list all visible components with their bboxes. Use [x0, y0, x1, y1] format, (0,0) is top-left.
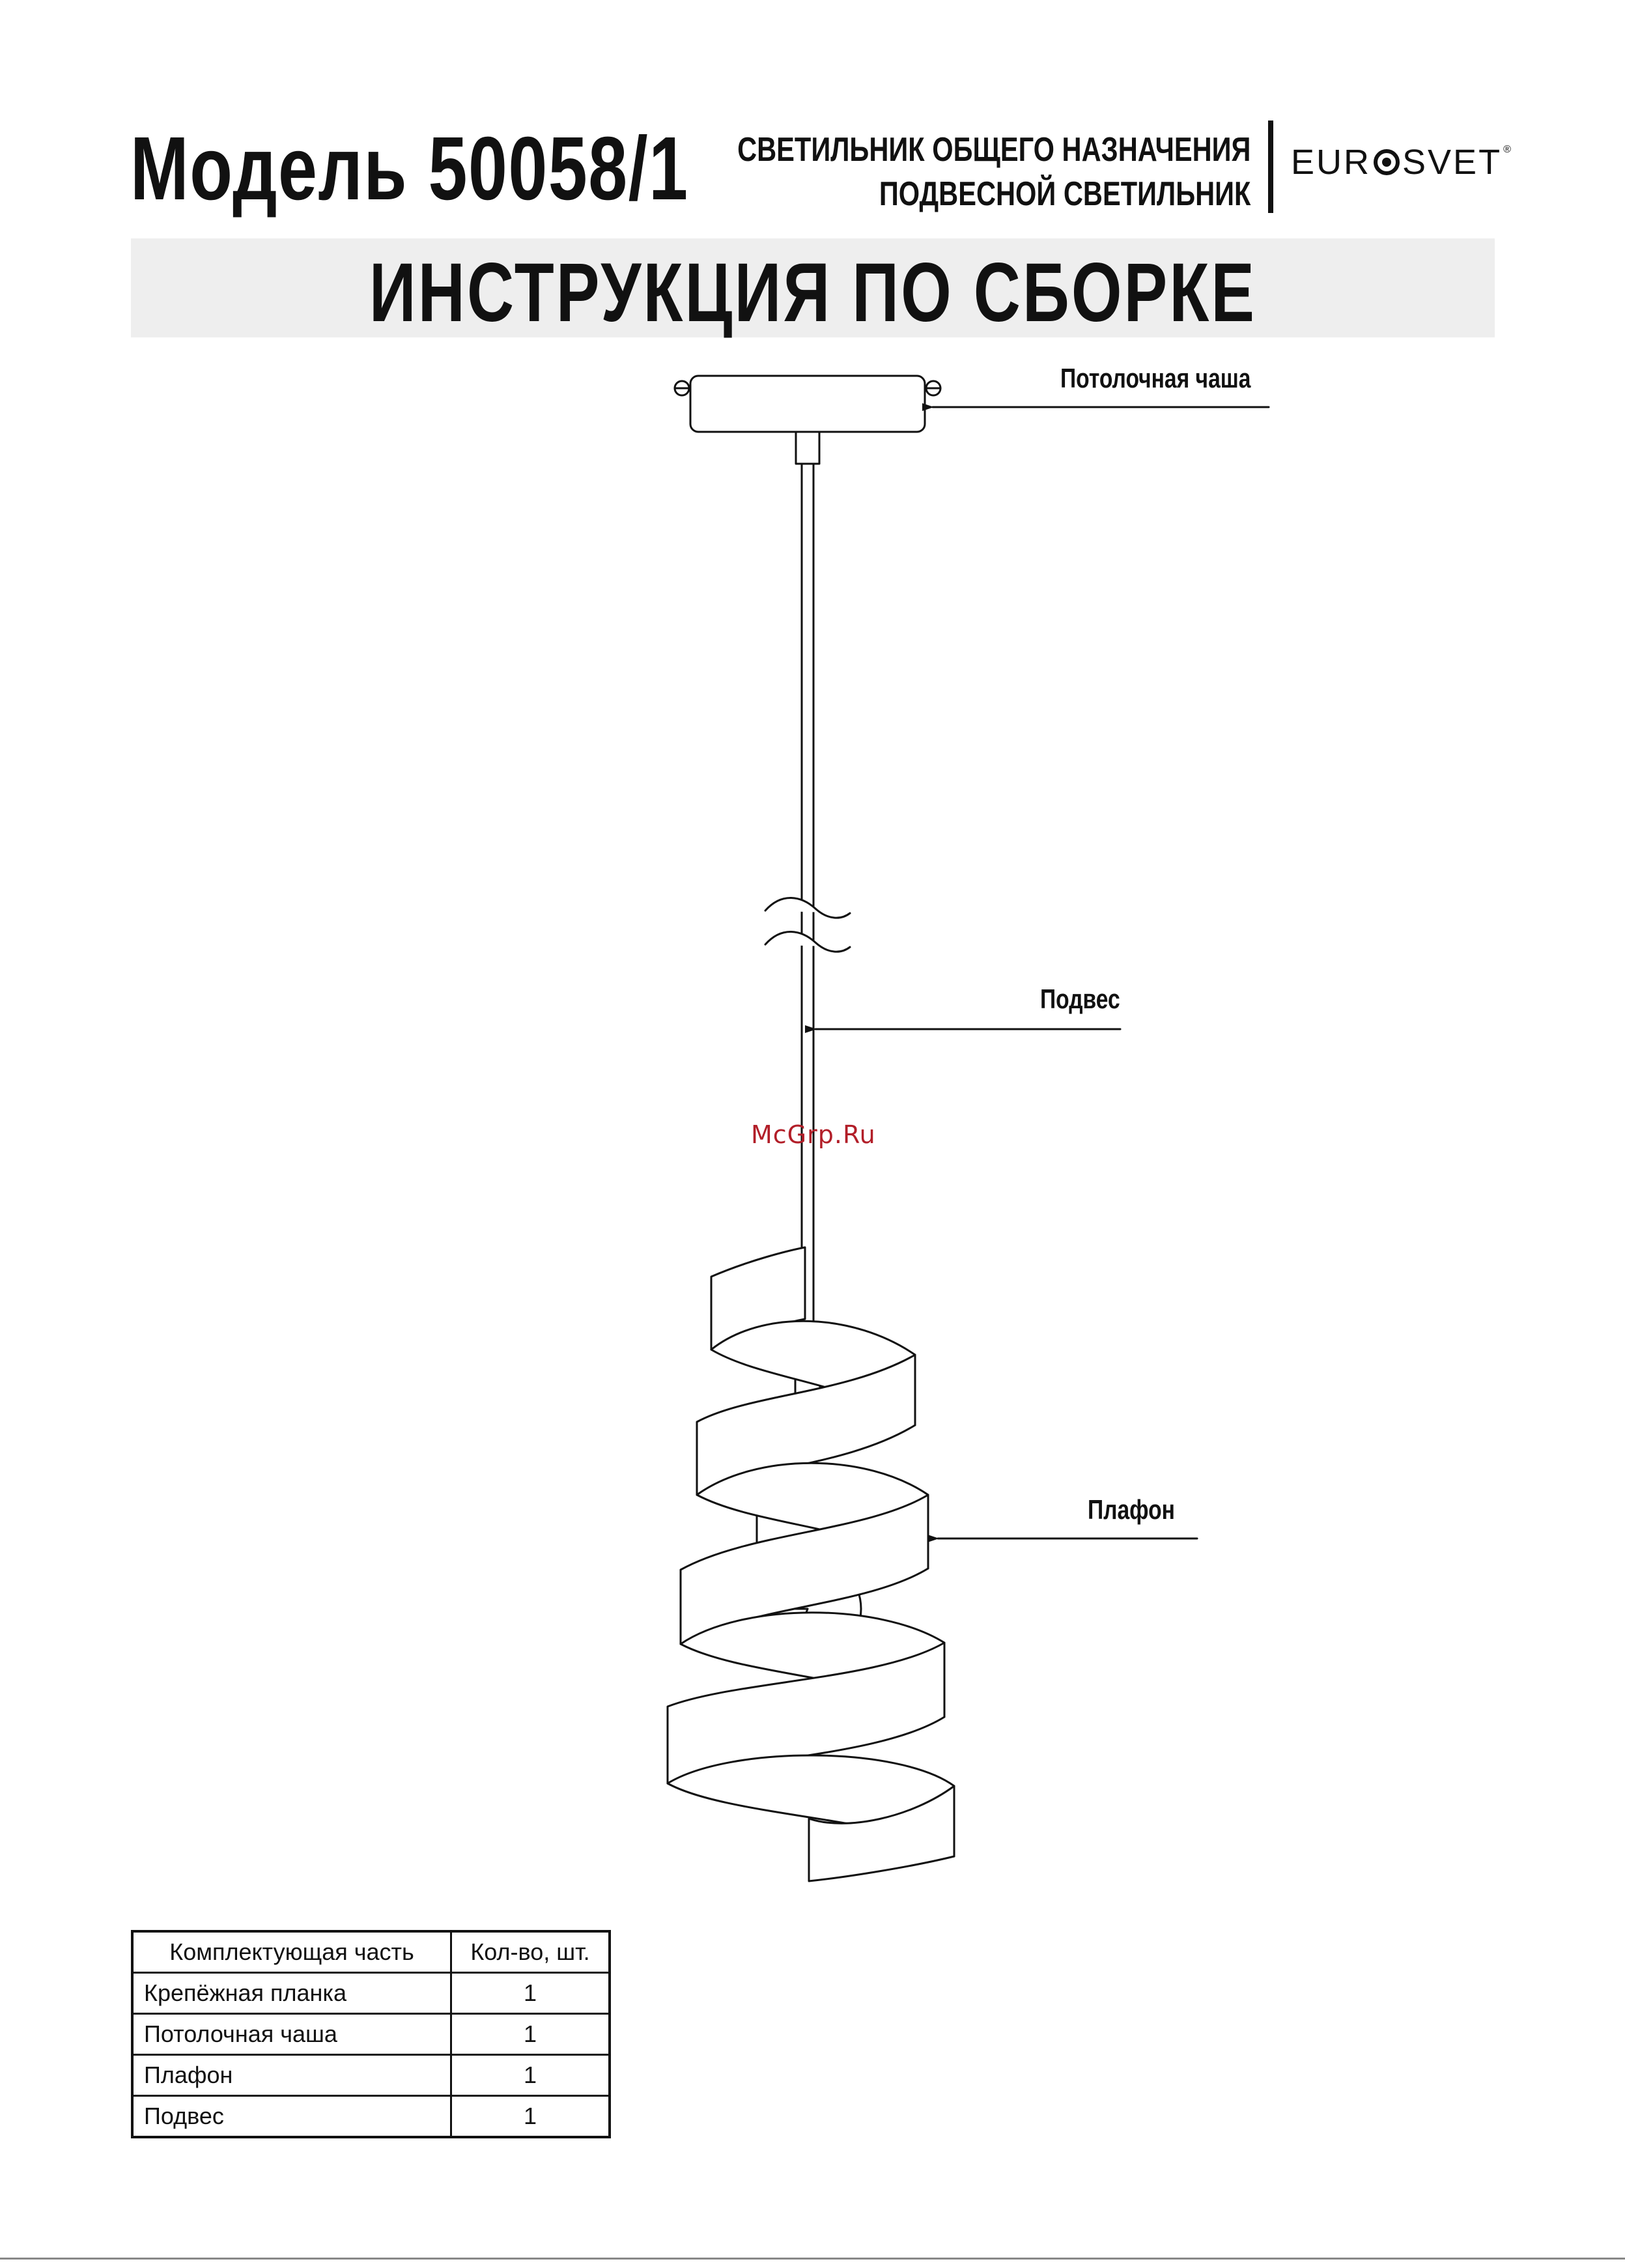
shade-label: Плафон [1088, 1494, 1175, 1525]
table-row [132, 2014, 610, 2055]
parts-table [131, 1930, 611, 2138]
table-header-row [132, 1931, 610, 1973]
banner-title: ИНСТРУКЦИЯ ПО СБОРКЕ [369, 246, 1257, 339]
brand-logo-right: SVET [1402, 143, 1503, 182]
ceiling-canopy [675, 376, 940, 464]
part-name: Подвес [132, 2096, 451, 2138]
part-name: Крепёжная планка [132, 1973, 451, 2014]
registered-mark: ® [1503, 144, 1513, 155]
product-type-line-2: ПОДВЕСНОЙ СВЕТИЛЬНИК [879, 175, 1251, 213]
product-type-line-1: СВЕТИЛЬНИК ОБЩЕГО НАЗНАЧЕНИЯ [737, 131, 1251, 169]
bottom-rule [0, 2258, 1625, 2260]
part-qty: 1 [451, 2096, 610, 2138]
watermark: McGrp.Ru [751, 1120, 876, 1149]
column-header-qty: Кол-во, шт. [451, 1931, 610, 1973]
part-name: Плафон [132, 2055, 451, 2096]
part-qty: 1 [451, 2014, 610, 2055]
model-title: Модель 50058/1 [130, 119, 689, 219]
part-name: Потолочная чаша [132, 2014, 451, 2055]
table-row [132, 1973, 610, 2014]
canopy-label: Потолочная чаша [1060, 363, 1251, 393]
part-qty: 1 [451, 1973, 610, 2014]
spiral-shade [668, 1247, 954, 1881]
table-row [132, 2055, 610, 2096]
suspension-label: Подвес [1040, 984, 1120, 1014]
column-header-part: Комплектующая часть [132, 1931, 451, 1973]
part-qty: 1 [451, 2055, 610, 2096]
table-row [132, 2096, 610, 2138]
brand-logo-left: EUR [1291, 143, 1372, 182]
